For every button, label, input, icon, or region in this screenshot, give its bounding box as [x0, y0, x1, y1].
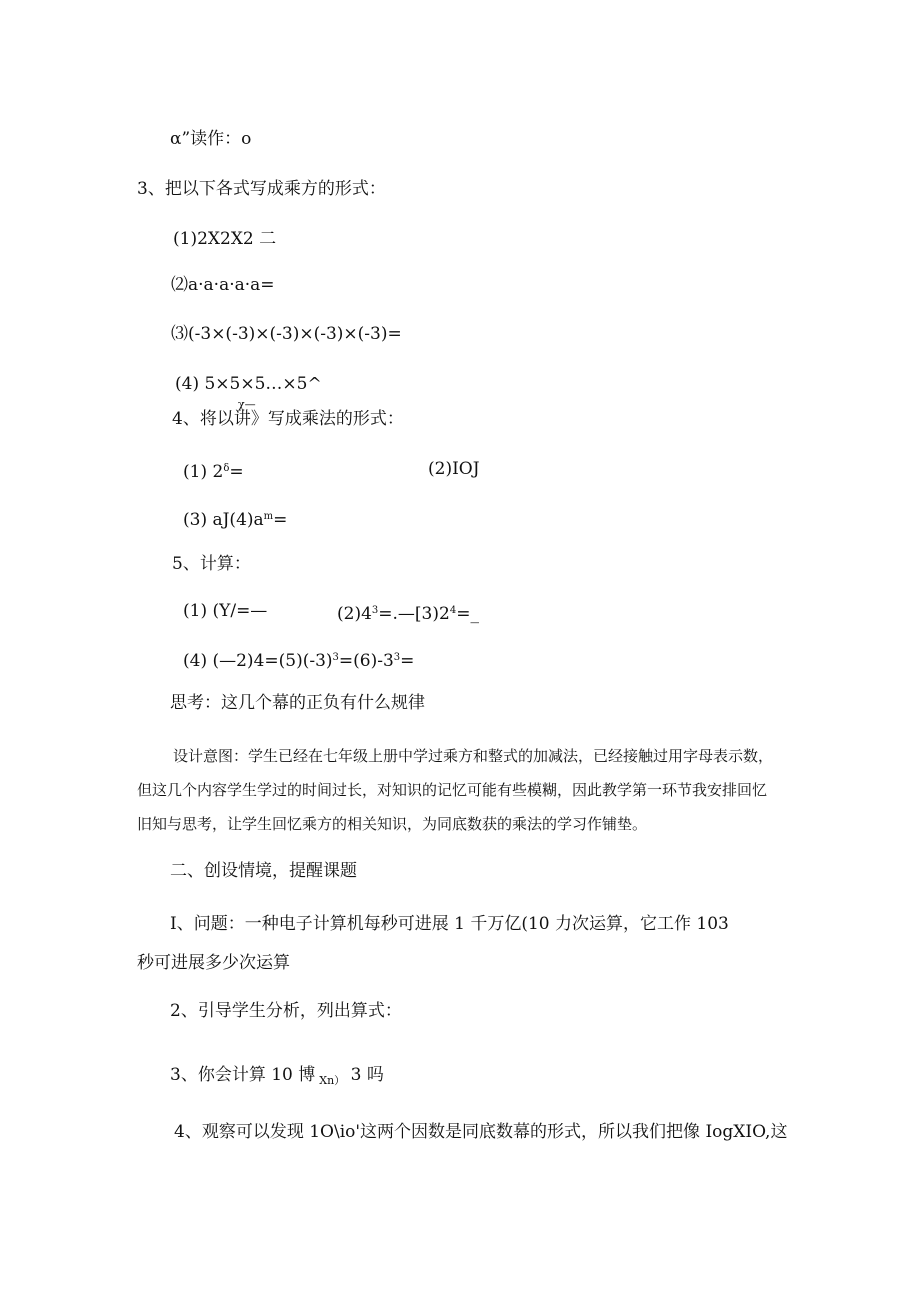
line-q4-item-1: (1) $2^\delta=$ — [183, 462, 244, 482]
line-question-4: 4、将以讲》写成乘法的形式： — [172, 409, 404, 429]
section-heading-2: 二、创设情境，提醒课题 — [170, 861, 357, 881]
line-problem-4: 4、观察可以发现 1O\io'这两个因数是同底数幕的形式，所以我们把像 IogXIO,这 — [174, 1122, 788, 1142]
line-q3-item-4: (4) 5×5×5…×5^ — [175, 374, 322, 394]
design-intent-line-3: 旧知与思考，让学生回忆乘方的相关知识，为同底数获的乘法的学习作铺垫。 — [137, 815, 648, 833]
line-problem-2: 2、引导学生分析，列出算式： — [170, 1001, 402, 1021]
line-problem-3: 3、你会计算 10 博 $_{Xn)}$ 3 吗 — [170, 1065, 384, 1087]
line-read-as: α”读作：o — [170, 129, 252, 149]
line-problem-1a: I、问题：一种电子计算机每秒可进展 1 千万亿(10 力次运算，它工作 103 — [170, 914, 729, 934]
line-q4-item-3: (3) $aJ(4)a^m=$ — [183, 510, 288, 530]
line-question-5: 5、计算： — [172, 554, 251, 574]
design-intent-line-2: 但这几个内容学生学过的时间过长，对知识的记忆可能有些模糊，因此教学第一环节我安排回忆 — [137, 781, 768, 799]
line-question-3: 3、把以下各式写成乘方的形式： — [137, 179, 386, 199]
line-q3-item-3: ⑶(-3×(-3)×(-3)×(-3)×(-3)= — [171, 324, 402, 344]
line-q4-item-2: (2)IOJ — [428, 459, 480, 479]
line-q5-item-1: (1) (Y/=— — [183, 601, 268, 621]
design-intent-line-1: 设计意图：学生已经在七年级上册中学过乘方和整式的加减法，已经接触过用字母表示数， — [173, 747, 774, 765]
line-problem-1b: 秒可进展多少次运算 — [137, 953, 290, 973]
line-q5-items-2-3: $(2)4^3=.—[3)2^4=\_$ — [337, 604, 479, 624]
line-q4-annotation: χ— — [238, 398, 256, 411]
line-think: 思考：这几个幕的正负有什么规律 — [170, 693, 425, 713]
line-q5-items-4-6: (4) $(—2)4=(5)(-3)^3=(6)-3^3=$ — [183, 651, 415, 671]
line-q3-item-1: (1)2X2X2 二 — [173, 229, 277, 249]
line-q3-item-2: ⑵a·a·a·a·a= — [171, 275, 275, 295]
